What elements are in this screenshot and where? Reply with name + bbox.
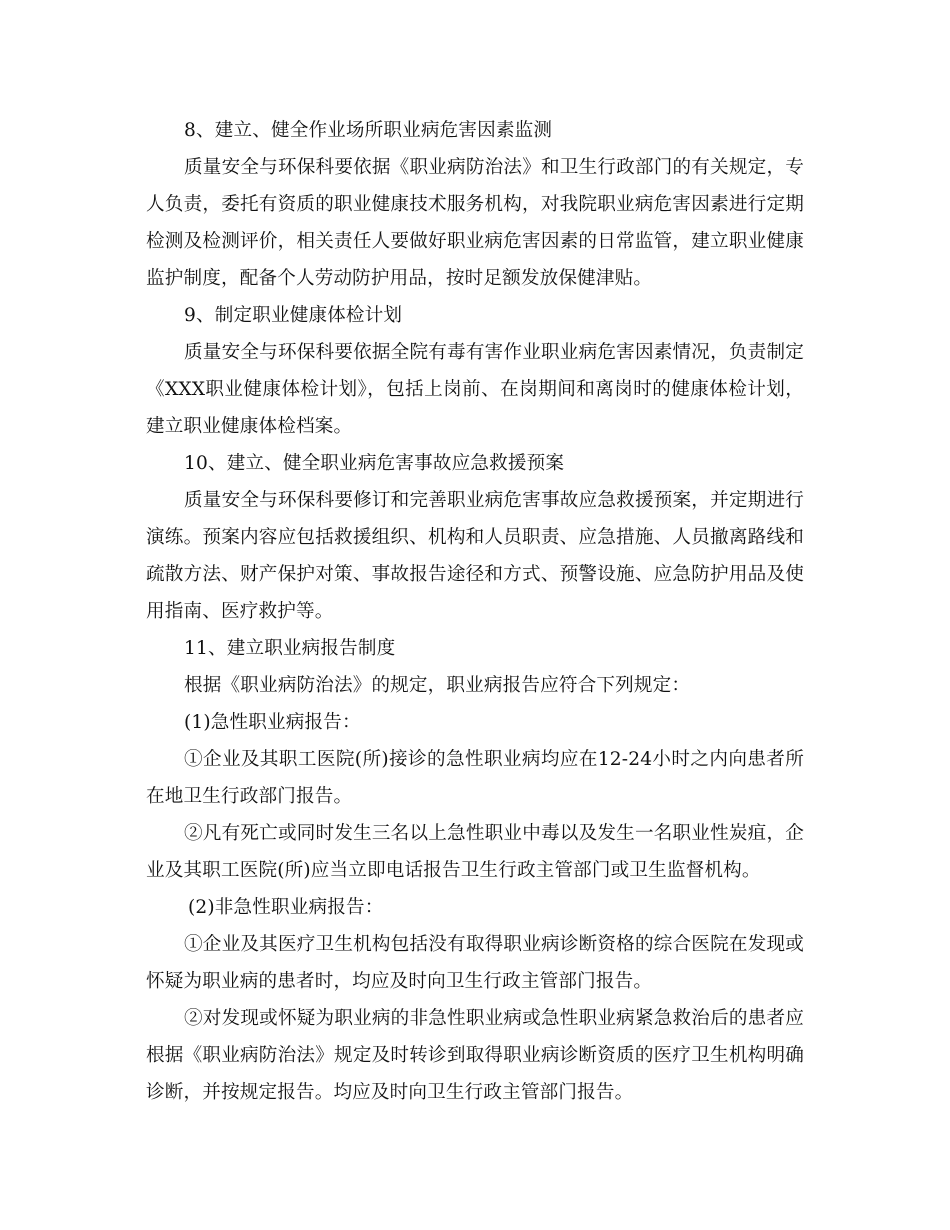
- document-body: [146, 112, 804, 1111]
- paragraph-report-rules-intro: 根据《职业病防治法》的规定，职业病报告应符合下列规定：: [184, 675, 691, 696]
- subheading-acute-report: (1)急性职业病报告：: [184, 712, 361, 733]
- section-heading-10: 10、建立、健全职业病危害事故应急救援预案: [184, 453, 565, 474]
- section-heading-8: 8、建立、健全作业场所职业病危害因素监测: [184, 120, 553, 141]
- section-heading-9: 9、制定职业健康体检计划: [184, 305, 403, 326]
- paragraph-monitoring: 质量安全与环保科要依据《职业病防治法》和卫生行政部门的有关规定，专人负责，委托有资质的职业健康技术服务机构，对我院职业病危害因素进行定期检测及检测评价，相关责任人要做好职业病危害因素的日常监管，建立职业健康监护制度，配备个人劳动防护用品，按时足额发放保健津贴。: [146, 157, 804, 289]
- list-item-acute-2: ②凡有死亡或同时发生三名以上急性职业中毒以及发生一名职业性炭疽，企业及其职工医院(所)应当立即电话报告卫生行政主管部门或卫生监督机构。: [146, 823, 804, 881]
- section-heading-11: 11、建立职业病报告制度: [184, 638, 396, 659]
- list-item-non-acute-1: ①企业及其医疗卫生机构包括没有取得职业病诊断资格的综合医院在发现或怀疑为职业病的患者时，均应及时向卫生行政主管部门报告。: [146, 934, 804, 992]
- paragraph-health-exam-plan: 质量安全与环保科要依据全院有毒有害作业职业病危害因素情况，负责制定《XXX职业健康体检计划》，包括上岗前、在岗期间和离岗时的健康体检计划，建立职业健康体检档案。: [146, 342, 804, 437]
- list-item-non-acute-2: ②对发现或怀疑为职业病的非急性职业病或急性职业病紧急救治后的患者应根据《职业病防治法》规定及时转诊到取得职业病诊断资质的医疗卫生机构明确诊断，并按规定报告。均应及时向卫生行政主管部门报告。: [146, 1008, 804, 1103]
- subheading-non-acute-report: (2)非急性职业病报告：: [188, 897, 384, 918]
- paragraph-emergency-plan: 质量安全与环保科要修订和完善职业病危害事故应急救援预案，并定期进行演练。预案内容应包括救援组织、机构和人员职责、应急措施、人员撤离路线和疏散方法、财产保护对策、事故报告途径和方式、预警设施、应急防护用品及使用指南、医疗救护等。: [146, 490, 804, 622]
- list-item-acute-1: ①企业及其职工医院(所)接诊的急性职业病均应在12-24小时之内向患者所在地卫生行政部门报告。: [146, 749, 804, 807]
